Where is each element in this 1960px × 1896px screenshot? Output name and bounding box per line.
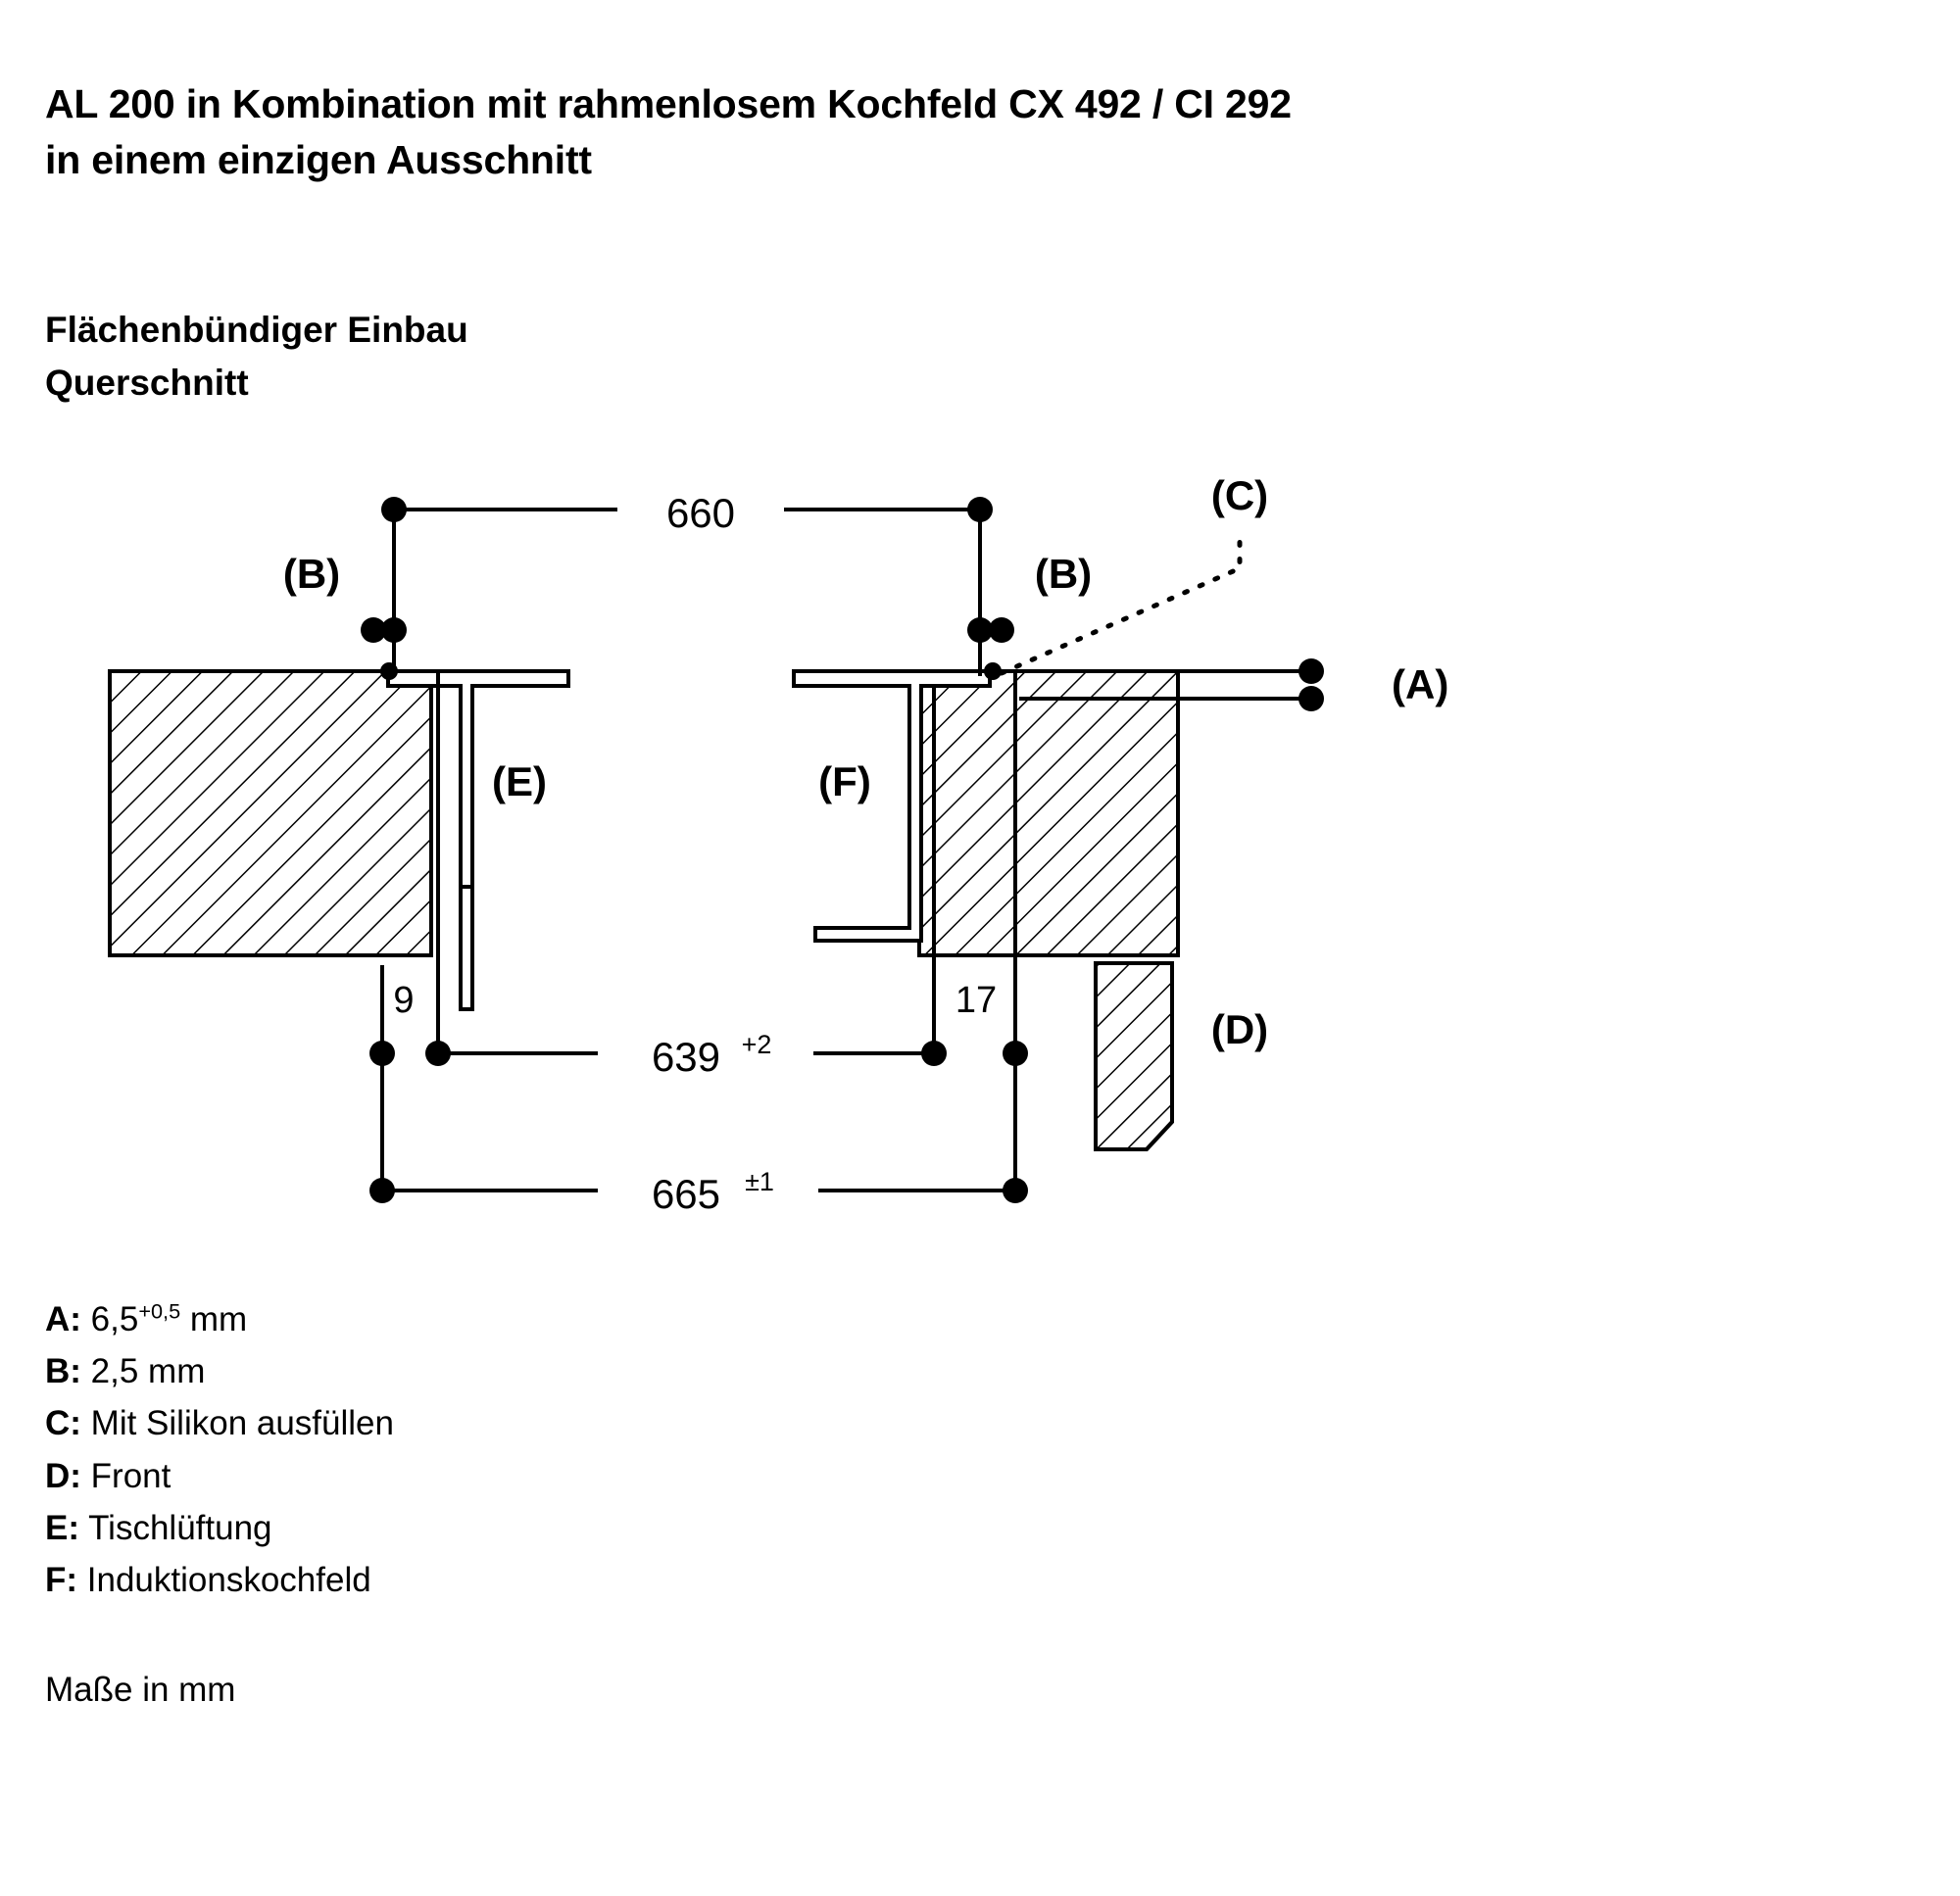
legend-key-b: B: (45, 1352, 81, 1391)
left-worktop-block (110, 671, 431, 955)
callout-b-left-label: (B) (282, 551, 341, 597)
dimension-665-tolerance: ±1 (745, 1167, 774, 1196)
legend-key-a: A: (45, 1300, 81, 1338)
dimension-660-label: 660 (665, 490, 736, 536)
legend-key-e: E: (45, 1508, 79, 1547)
dimension-665-label: 665 (651, 1171, 721, 1217)
legend-item-a (45, 1293, 1123, 1345)
callout-c-label: (C) (1210, 472, 1269, 518)
legend-key-d: D: (45, 1456, 81, 1495)
legend-sup-a: +0,5 (138, 1298, 181, 1324)
legend-value-a: 6,5 (90, 1300, 139, 1338)
right-worktop-block (919, 671, 1178, 955)
page-title (45, 76, 1907, 187)
dimension-639-tolerance: +2 (741, 1030, 772, 1059)
legend-value-b: 2,5 mm (90, 1352, 206, 1391)
legend-value-c: Mit Silikon ausfüllen (90, 1404, 394, 1443)
page-subtitle-line1: Flächenbündiger Einbau (45, 310, 468, 350)
callout-a-label: (A) (1392, 661, 1449, 707)
dimension-17-label: 17 (955, 980, 998, 1021)
legend-item-b (45, 1345, 1123, 1397)
legend-item-c (45, 1397, 1123, 1449)
cross-section-svg (0, 446, 1960, 1249)
cross-section-drawing (0, 446, 1960, 1249)
dimension-639-label: 639 (651, 1034, 721, 1080)
legend-value-f: Induktionskochfeld (86, 1560, 371, 1599)
front-panel (1096, 963, 1172, 1149)
units-note: Maße in mm (45, 1671, 236, 1709)
legend-item-f (45, 1554, 1123, 1606)
callout-d-label: (D) (1210, 1006, 1269, 1052)
page-title-line2: in einem einzigen Ausschnitt (45, 136, 592, 182)
callout-f-label: (F) (818, 758, 871, 804)
page-title-line1: AL 200 in Kombination mit rahmenlosem Kochfeld CX 492 / CI 292 (45, 81, 1292, 126)
legend-item-d (45, 1450, 1123, 1502)
page-subtitle-line2: Querschnitt (45, 362, 249, 403)
page-subtitle (45, 304, 1221, 409)
legend-item-e (45, 1502, 1123, 1554)
callout-b-left (283, 551, 407, 643)
dimension-660 (381, 483, 993, 676)
legend-suffix-a: mm (180, 1300, 248, 1338)
dimension-9-label: 9 (393, 980, 415, 1021)
legend-key-c: C: (45, 1404, 81, 1443)
callout-b-right-label: (B) (1034, 551, 1093, 597)
callout-b-right (967, 551, 1092, 643)
surface-dot-left (380, 662, 398, 680)
legend-value-d: Front (90, 1456, 172, 1495)
callout-e-label: (E) (492, 758, 547, 804)
legend-key-f: F: (45, 1560, 78, 1599)
legend-value-e: Tischlüftung (88, 1508, 272, 1547)
legend (45, 1293, 1123, 1606)
